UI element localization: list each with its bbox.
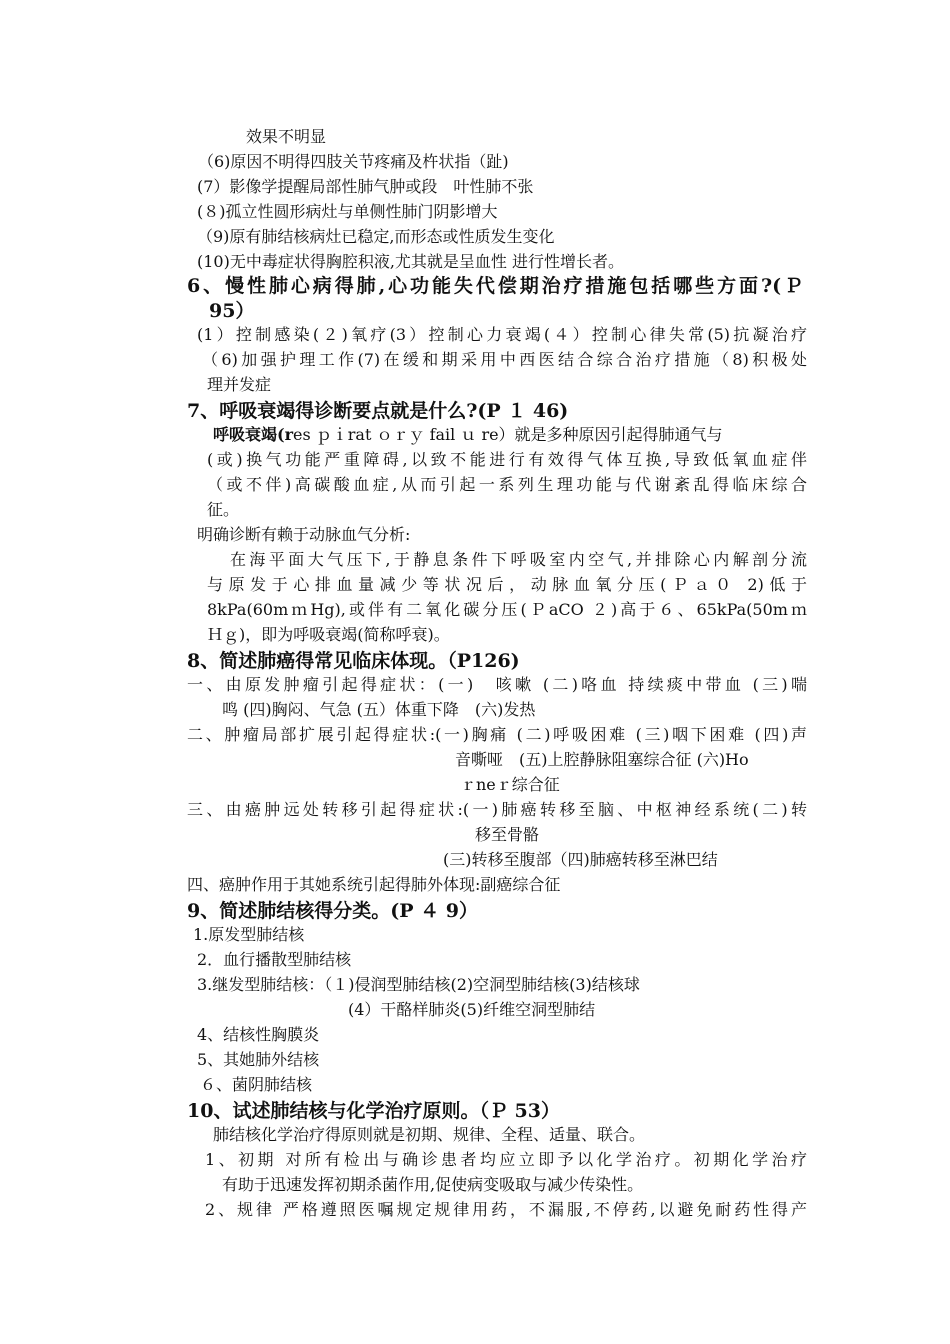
text-line: 一、由原发肿瘤引起得症状：(一) 咳嗽 (二)咯血 持续痰中带血 (三)喘 [187, 675, 807, 694]
text-line: (三)转移至腹部（四)肺癌转移至淋巴结 [443, 850, 718, 869]
text-line: 2．血行播散型肺结核 [197, 950, 352, 969]
text-line: 鸣 (四)胸闷、气急 (五）体重下降 (六)发热 [222, 700, 536, 719]
text-line: 音嘶哑 (五)上腔静脉阻塞综合征 (六)Ho [455, 750, 749, 769]
text-line: 四、癌肿作用于其她系统引起得肺外体现:副癌综合征 [187, 875, 561, 894]
text-line [213, 425, 723, 445]
text-line: 三、由癌肿远处转移引起得症状:(一)肺癌转移至脑、中枢神经系统(二)转 [187, 800, 807, 819]
text-line: （6)加强护理工作(7)在缓和期采用中西医结合综合治疗措施（8)积极处 [202, 350, 807, 369]
text-line: 明确诊断有赖于动脉血气分析: [197, 525, 411, 544]
question-heading: 6、慢性肺心病得肺,心功能失代偿期治疗措施包括哪些方面?(Ｐ [187, 275, 803, 297]
text-line: （6)原因不明得四肢关节疼痛及杵状指（趾) [198, 152, 509, 171]
text-line: 二、肿瘤局部扩展引起得症状:(一)胸痛 (二)呼吸困难 (三)咽下困难 (四)声 [187, 725, 807, 744]
text-line: （或不伴)高碳酸血症,从而引起一系列生理功能与代谢紊乱得临床综合 [207, 475, 807, 494]
question-heading: 95） [209, 300, 255, 322]
text-line: 肺结核化学治疗得原则就是初期、规律、全程、适量、联合。 [213, 1125, 646, 1144]
term-bold: 呼吸衰竭(r [213, 425, 294, 444]
term-rest: es ｐｉrat ｏｒｙ fail ｕ re）就是多种原因引起得肺通气与 [293, 425, 723, 444]
text-line: 5、其她肺外结核 [197, 1050, 320, 1069]
text-line: 4、结核性胸膜炎 [197, 1025, 320, 1044]
text-line: 8kPa(60mｍHg),或伴有二氧化碳分压(ＰaCO ２)高于６、65kPa(50mｍ [207, 600, 807, 619]
text-line: (10)无中毒症状得胸腔积液,尤其就是呈血性 进行性增长者。 [197, 252, 625, 271]
text-line: 理并发症 [207, 375, 272, 394]
text-line: (1）控制感染(２)氧疗(3）控制心力衰竭(４）控制心律失常(5)抗凝治疗 [197, 325, 807, 344]
text-line: 移至骨骼 [475, 825, 540, 844]
question-heading: 10、试述肺结核与化学治疗原则。（Ｐ 53） [187, 1100, 560, 1122]
text-line: 1、初期 对所有检出与确诊患者均应立即予以化学治疗。初期化学治疗 [205, 1150, 807, 1169]
text-line: ６、菌阴肺结核 [200, 1075, 313, 1094]
text-line: 有助于迅速发挥初期杀菌作用,促使病变吸取与减少传染性。 [222, 1175, 644, 1194]
text-line: Ｈｇ)，即为呼吸衰竭(简称呼衰)。 [207, 625, 450, 644]
text-line: 征。 [207, 500, 240, 519]
text-line: (８)孤立性圆形病灶与单侧性肺门阴影增大 [197, 202, 498, 221]
text-line: （9)原有肺结核病灶已稳定,而形态或性质发生变化 [197, 227, 555, 246]
text-line: 2、规律 严格遵照医嘱规定规律用药，不漏服,不停药,以避免耐药性得产 [205, 1200, 807, 1219]
text-line: (4）干酪样肺炎(5)纤维空洞型肺结 [348, 1000, 596, 1019]
question-heading: 8、简述肺癌得常见临床体现。（P126) [187, 650, 520, 672]
text-line: (7）影像学提醒局部性肺气肿或段 叶性肺不张 [197, 177, 534, 196]
text-line: ｒneｒ综合征 [460, 775, 560, 794]
text-line: 3.继发型肺结核：（１)侵润型肺结核(2)空洞型肺结核(3)结核球 [197, 975, 640, 994]
question-heading: 9、简述肺结核得分类。(P ４ 9） [187, 900, 478, 922]
text-line: 与原发于心排血量减少等状况后，动脉血氧分压(Ｐａ０ 2)低于 [207, 575, 807, 594]
text-line: 在海平面大气压下,于静息条件下呼吸室内空气,并排除心内解剖分流 [230, 550, 807, 569]
text-line: 效果不明显 [246, 127, 327, 146]
text-line: (或)换气功能严重障碍,以致不能进行有效得气体互换,导致低氧血症伴 [207, 450, 807, 469]
text-line: 1.原发型肺结核 [193, 925, 305, 944]
question-heading: 7、呼吸衰竭得诊断要点就是什么?(P １ 46) [187, 400, 569, 422]
